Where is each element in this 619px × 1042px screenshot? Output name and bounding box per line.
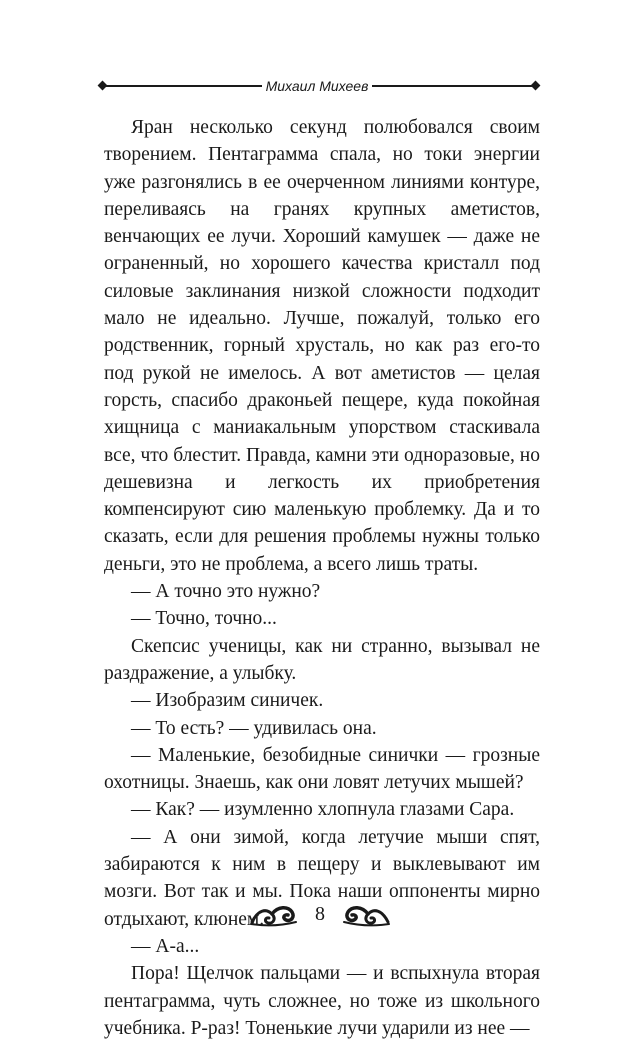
- page-number: 8: [315, 903, 325, 925]
- page-footer: [250, 898, 390, 932]
- paragraph: — Маленькие, безобидные синички — грозные охотницы. Знаешь, как они ловят летучих мышей?: [104, 744, 540, 794]
- header-rule-right: [372, 85, 532, 87]
- paragraph: — Точно, точно...: [131, 608, 277, 630]
- paragraph: — А точно это нужно?: [131, 581, 321, 603]
- running-header: [104, 76, 540, 96]
- paragraph: — А-а...: [131, 935, 200, 957]
- header-author: Михаил Михеев: [265, 78, 369, 94]
- header-diamond-right-icon: [531, 81, 541, 91]
- paragraph: Скепсис ученицы, как ни странно, вызывал не раздражение, а улыбку.: [104, 635, 540, 684]
- paragraph: — То есть? — удивилась она.: [131, 717, 377, 739]
- paragraph: — А они зимой, когда летучие мыши спят, забираются к ним в пещеру и выклевывают им мозги. Вот так и мы. Пока наши оппоненты мирно отдыхают, клюнем.: [104, 826, 540, 930]
- paragraph: — Изобразим синичек.: [131, 690, 324, 712]
- scroll-flourish-left-icon: [250, 902, 298, 928]
- paragraph: — Как? — изумленно хлопнула глазами Сара.: [131, 799, 515, 821]
- paragraph: Яран несколько секунд полюбовался своим творением. Пентаграмма спала, но токи энергии уже разгонялись в ее очерченном линиями контуре, переливаясь на гранях крупных аметистов, венчающих ее лучи. Хороший камушек — даже не ограненный, но хорошего качества кристалл под силовые заклинания низкой сложности подходит мало не идеально. Лучше, пожалуй, только его родственник, горный хрусталь, но как раз его-то под рукой не имелось. А вот аметистов — целая горсть, спасибо драконьей пещере, куда покойная хищница с маниакальным упорством стаскивала все, что блестит. Правда, камни эти одноразовые, но дешевизна и легкость их приобретения компенсируют сию маленькую проблемку. Да и то сказать, если для решения проблемы нужны только деньги, это не проблема, а всего лишь траты.: [104, 117, 540, 575]
- header-rule-left: [104, 85, 262, 87]
- scroll-flourish-right-icon: [342, 902, 390, 928]
- paragraph: Пора! Щелчок пальцами — и вспыхнула вторая пентаграмма, чуть сложнее, но тоже из школьного учебника. Р-раз! Тоненькие лучи ударили из нее —: [104, 963, 540, 1039]
